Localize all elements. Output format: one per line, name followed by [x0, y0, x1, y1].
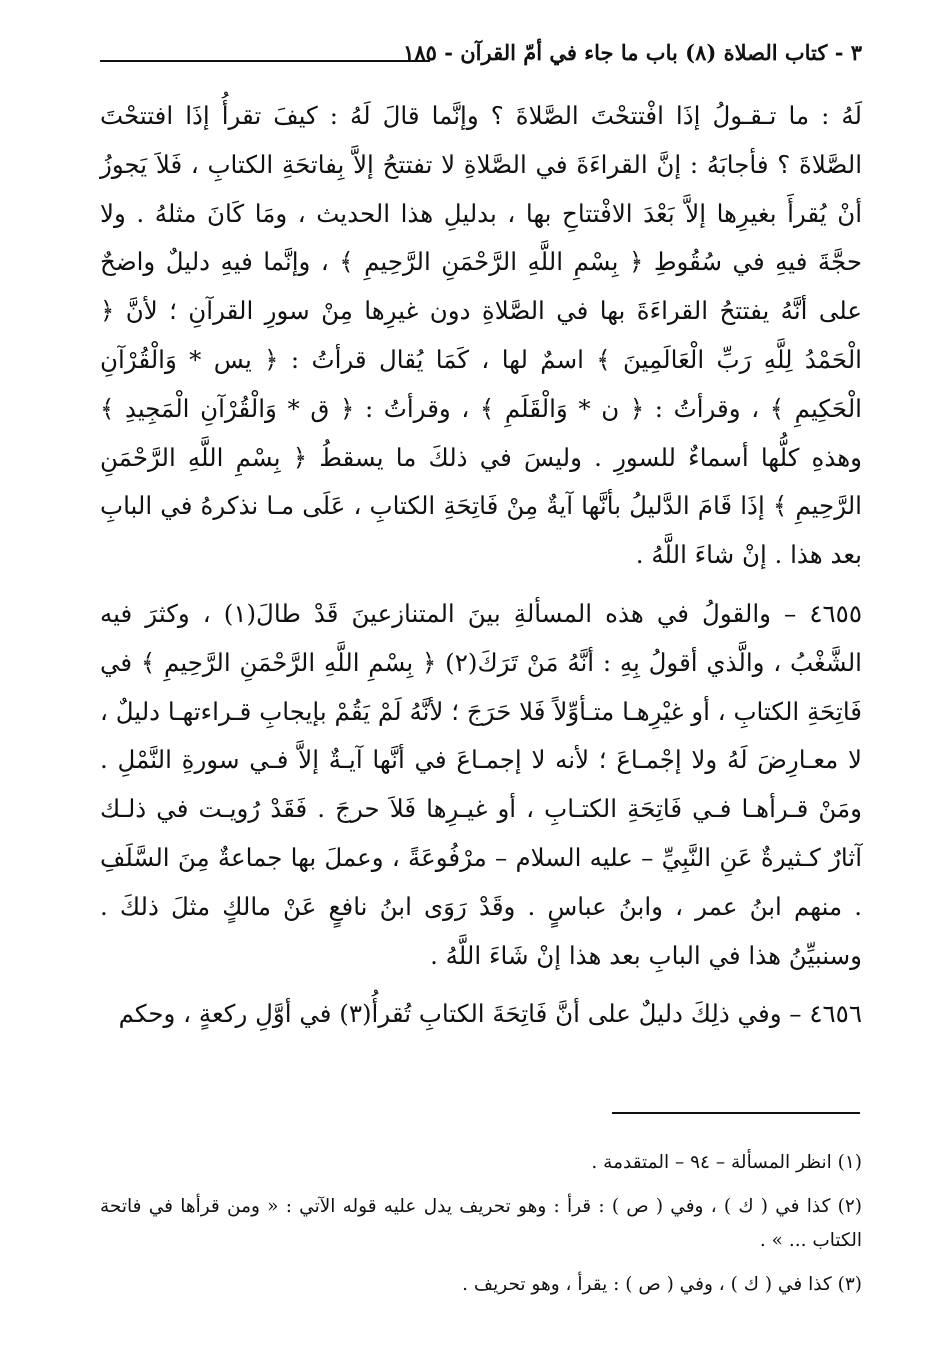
paragraph-3: ٤٦٥٦ – وفي ذلِكَ دليلٌ على أنَّ فَاتِحَةَ الكتابِ تُقرأُ(٣) في أوَّلِ ركعةٍ ، وحكم — [118, 999, 862, 1029]
paragraph-1: لَهُ : ما تـقـولُ إذَا افْتتحْتَ الصَّلاةَ ؟ وإنَّما قالَ لَهُ : كيفَ تقرأُ إذَا افتتحْتَ الصَّلاةَ ؟ فأجابَهُ : إنَّ القراءَةَ في الصَّلاةِ لا تفتتحُ إلاَّ بِفاتحَةِ الكتابِ ، فَلاَ يَجوزُ أنْ يُقرأَ بغيرِها إلاَّ بَعْدَ الافْتتاحِ بها ، بدليلِ هذا الحديث ، ومَا كَانَ مثلهُ . ولا حجَّةَ فيهِ في سُقُوطِ ﴿ بِسْمِ اللَّهِ الرَّحْمَنِ الرَّحِيمِ ﴾ ، وإنَّما فيهِ دليلٌ واضحٌ على أنَّهُ يفتتحُ القراءَةَ بها في الصَّلاةِ دون غيرِها مِنْ سورِ القرآنِ ؛ لأنَّ ﴿ الْحَمْدُ لِلَّهِ رَبِّ الْعَالَمِينَ ﴾ اسمٌ لها ، كَمَا يُقال قرأتُ : ﴿ يس * وَالْقُرْآنِ الْحَكِيمِ ﴾ ، وقرأتُ : ﴿ ن * وَالْقَلَمِ ﴾ ، وقرأتُ : ﴿ ق * وَالْقُرْآنِ الْمَجِيدِ ﴾ وهذهِ كلُّها أسماءٌ للسورِ . وليسَ في ذلكَ ما يسقطُ ﴿ بِسْمِ اللَّهِ الرَّحْمَنِ الرَّحِيمِ ﴾ إذَا قَامَ الدَّليلُ بأنَّها آيةٌ مِنْ فَاتِحَةِ الكتابِ ، عَلَى مـا نذكرهُ في البابِ بعد هذا . إنْ شاءَ اللَّهُ . — [100, 101, 862, 570]
footnote-2: (٢) كذا في ( ك ) ، وفي ( ص ) : قرأ : وهو تحريف يدل عليه قوله الآتي : « ومن قرأها في فاتحة الكتاب ... » . — [100, 1196, 862, 1251]
main-text — [100, 92, 862, 1039]
footnotes — [100, 1146, 862, 1312]
paragraph-2: ٤٦٥٥ – والقولُ في هذه المسألةِ بينَ المتنازعينَ قَدْ طالَ(١) ، وكثرَ فيه الشَّغْبُ ، والَّذي أقولُ بِهِ : أنَّهُ مَنْ تَرَكَ(٢) ﴿ بِسْمِ اللَّهِ الرَّحْمَنِ الرَّحِيمِ ﴾ في فَاتِحَةِ الكتابِ ، أو غيْرِهـا متـأوِّلاً فَلا حَرَجَ ؛ لأنَّهُ لَمْ يَقُمْ بإيجابِ قـراءتهـا دليلٌ ، لا معـارِضَ لَهُ ولا إجْمـاعَ ؛ لأنه لا إجمـاعَ في أنَّها آيـةٌ إلاَّ فـي سورةِ النَّمْلِ . ومَنْ قـرأهـا فـي فَاتِحَةِ الكتـابِ ، أو غيـرِها فَلاَ حرجَ . فَقَدْ رُويـت في ذلـك آثارٌ كـثيرةٌ عَنِ النَّبِيِّ – عليه السلام – مرْفُوعَةً ، وعملَ بها جماعةٌ مِنَ السَّلَفِ . منهم ابنُ عمر ، وابنُ عباسٍ . وقَدْ رَوَى ابنُ نافعٍ عَنْ مالكٍ مثلَ ذلكَ . وسنبيِّنُ هذا في البابِ بعد هذا إنْ شَاءَ اللَّهُ . — [100, 598, 862, 970]
header-title: ٣ - كتاب الصلاة (٨) باب ما جاء في أمّ القرآن - ١٨٥ — [403, 40, 862, 65]
footnote-rule — [612, 1112, 860, 1114]
header-rule — [100, 60, 430, 62]
footnote-1: (١) انظر المسألة – ٩٤ – المتقدمة . — [591, 1152, 862, 1173]
running-header — [100, 38, 862, 72]
footnote-3: (٣) كذا في ( ك ) ، وفي ( ص ) : يقرأ ، وهو تحريف . — [462, 1274, 862, 1295]
